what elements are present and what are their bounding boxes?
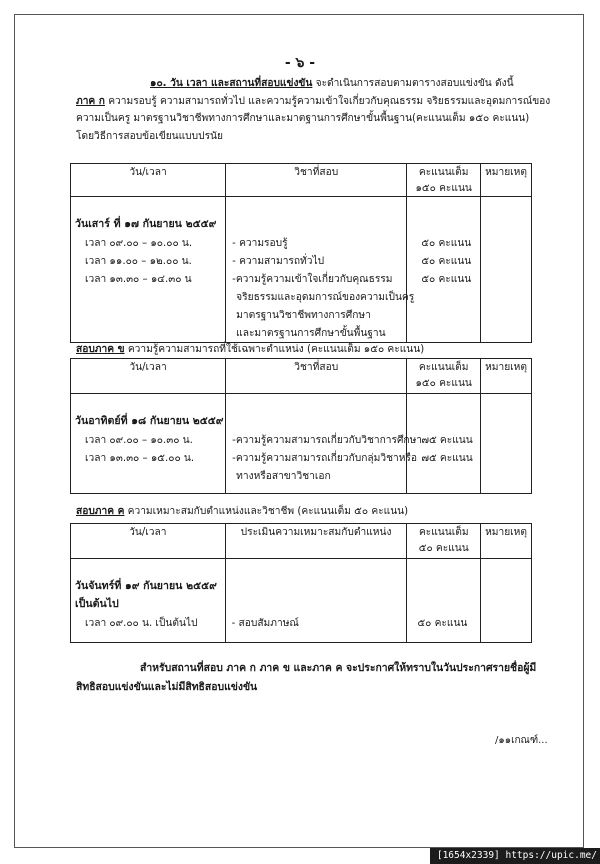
subject-cell: [226, 394, 423, 494]
table-header-row: [71, 359, 532, 394]
table-header-row: [71, 524, 532, 559]
subject-cell: [225, 559, 407, 643]
header-score-line1: คะแนนเต็ม: [418, 362, 469, 373]
part-a-intro: [76, 95, 550, 109]
remark-cell: [481, 394, 532, 494]
header-score-line1: คะแนนเต็ม: [418, 167, 469, 178]
score-value: ๕๐ คะแนน: [421, 256, 472, 267]
header-subject: ประเมินความเหมาะสมกับตำแหน่ง: [225, 524, 407, 559]
part-b-intro: [76, 343, 424, 357]
subject-item: - ความรอบรู้: [232, 238, 288, 249]
exam-time: เวลา ๐๙.๐๐ – ๑๐.๐๐ น.: [85, 238, 193, 249]
header-score-line2: ๕๐ คะแนน: [418, 543, 469, 554]
score-cell: [407, 197, 481, 343]
table-row: [71, 559, 532, 643]
header-score-line2: ๑๕๐ คะแนน: [415, 378, 472, 389]
date-cell: [71, 394, 226, 494]
part-a-line3: โดยวิธีการสอบข้อเขียนแบบปรนัย: [76, 131, 223, 142]
part-b-table: [70, 358, 532, 494]
section-heading: [150, 77, 514, 91]
date-cell: [71, 197, 226, 343]
exam-day: วันอาทิตย์ที่ ๑๘ กันยายน ๒๕๕๙: [75, 415, 224, 427]
part-c-desc: ความเหมาะสมกับตำแหน่งและวิชาชีพ (คะแนนเต็ม ๕๐ คะแนน): [127, 506, 409, 517]
section-heading-title: ๑๐. วัน เวลา และสถานที่สอบแข่งขัน: [150, 78, 313, 89]
exam-time: เวลา ๑๑.๐๐ – ๑๒.๐๐ น.: [85, 256, 192, 267]
subject-item: -ความรู้ความเข้าใจเกี่ยวกับคุณธรรม: [232, 274, 393, 285]
part-c-table: [70, 523, 532, 643]
header-score: [407, 524, 481, 559]
score-cell: [407, 559, 481, 643]
part-a-line1: ความรอบรู้ ความสามารถทั่วไป และความรู้ความเข้าใจเกี่ยวกับคุณธรรม จริยธรรมและอุดมการณ์ของ: [108, 96, 551, 107]
part-b-label: สอบภาค ข: [76, 344, 125, 355]
header-score: [407, 359, 481, 394]
part-a-line2: ความเป็นครู มาตรฐานวิชาชีพทางการศึกษาและมาตฐานการศึกษาขั้นพื้นฐาน(คะแนนเต็ม ๑๕๐ คะแนน): [76, 113, 530, 124]
header-remark: หมายเหตุ: [481, 524, 532, 559]
score-value: ๗๕ คะแนน: [421, 453, 473, 464]
subject-item: -ความรู้ความสามารถเกี่ยวกับกลุ่มวิชาหรือ: [232, 453, 418, 464]
table-row: [71, 197, 532, 343]
header-subject: วิชาที่สอบ: [226, 164, 407, 197]
exam-day: วันเสาร์ ที่ ๑๗ กันยายน ๒๕๕๙: [75, 218, 217, 230]
subject-item: จริยธรรมและอุดมการณ์ของความเป็นครู: [236, 292, 415, 303]
subject-item: - ความสามารถทั่วไป: [232, 256, 325, 267]
footer-line2: สิทธิสอบแข่งขันและไม่มีสิทธิสอบแข่งขัน: [76, 681, 258, 693]
subject-item: และมาตรฐานการศึกษาขั้นพื้นฐาน: [236, 328, 386, 339]
header-date: วัน/เวลา: [71, 524, 226, 559]
score-value: ๕๐ คะแนน: [421, 274, 472, 285]
header-subject: วิชาที่สอบ: [226, 359, 407, 394]
score-value: ๕๐ คะแนน: [421, 238, 472, 249]
exam-day: วันจันทร์ที่ ๑๙ กันยายน ๒๕๕๙: [75, 580, 217, 592]
upload-stamp: [1654x2339] https://upic.me/: [430, 848, 600, 864]
exam-time: เวลา ๐๙.๐๐ – ๑๐.๓๐ น.: [85, 435, 193, 446]
page-number: - ๖ -: [284, 55, 316, 71]
exam-time: เวลา ๐๙.๐๐ น. เป็นต้นไป: [85, 618, 198, 629]
date-cell: [71, 559, 226, 643]
header-date: วัน/เวลา: [71, 164, 226, 197]
subject-item: - สอบสัมภาษณ์: [231, 618, 299, 629]
part-a-label: ภาค ก: [76, 96, 105, 107]
part-b-desc: ความรู้ความสามารถที่ใช้เฉพาะตำแหน่ง (คะแนนเต็ม ๑๕๐ คะแนน): [127, 344, 425, 355]
header-score: [407, 164, 481, 197]
part-c-intro: [76, 505, 408, 519]
score-value: ๕๐ คะแนน: [417, 618, 468, 629]
subject-item: ทางหรือสาขาวิชาเอก: [236, 471, 331, 482]
header-remark: หมายเหตุ: [481, 359, 532, 394]
section-heading-rest: จะดำเนินการสอบตามตารางสอบแข่งขัน ดังนี้: [315, 78, 514, 89]
part-a-table: [70, 163, 532, 343]
subject-item: มาตรฐานวิชาชีพทางการศึกษา: [236, 310, 371, 321]
subject-item: -ความรู้ความสามารถเกี่ยวกับวิชาการศึกษา: [232, 435, 423, 446]
next-page-marker: /๑๑เกณฑ์...: [495, 735, 548, 746]
header-remark: หมายเหตุ: [481, 164, 532, 197]
remark-cell: [481, 559, 532, 643]
exam-time: เวลา ๑๓.๓๐ – ๑๕.๐๐ น.: [85, 453, 195, 464]
subject-cell: [226, 197, 415, 343]
exam-time: เวลา ๑๓.๓๐ – ๑๔.๓๐ น: [85, 274, 192, 285]
remark-cell: [481, 197, 532, 343]
header-score-line1: คะแนนเต็ม: [418, 527, 469, 538]
header-date: วัน/เวลา: [71, 359, 226, 394]
footer-line1: สำหรับสถานที่สอบ ภาค ก ภาค ข และภาค ค จะประกาศให้ทราบในวันประกาศรายชื่อผู้มี: [140, 662, 537, 674]
part-c-label: สอบภาค ค: [76, 506, 125, 517]
table-row: [71, 394, 532, 494]
score-value: ๗๕ คะแนน: [421, 435, 473, 446]
header-score-line2: ๑๕๐ คะแนน: [415, 183, 472, 194]
exam-day-continued: เป็นต้นไป: [75, 598, 119, 610]
table-header-row: [71, 164, 532, 197]
